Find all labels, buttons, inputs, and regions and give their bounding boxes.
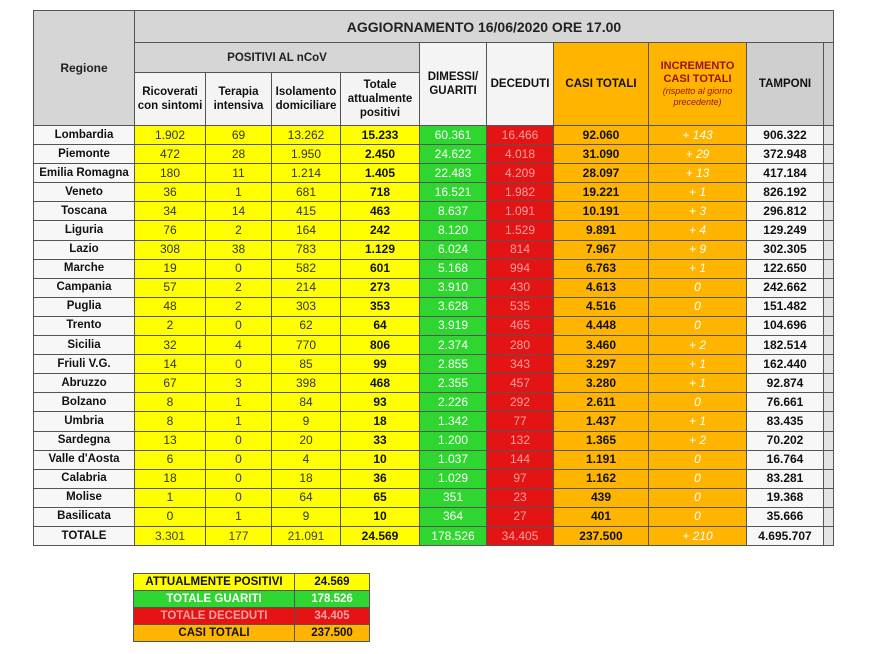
cell-region: Valle d'Aosta [34, 450, 135, 469]
cell-casi: 1.437 [554, 412, 649, 431]
summary-label: TOTALE GUARITI [134, 591, 295, 608]
cell-casi: 237.500 [554, 526, 649, 545]
table-row [34, 507, 834, 526]
cell-terapia: 28 [206, 145, 272, 164]
cell-tamponi: 162.440 [747, 355, 824, 374]
cell-casi: 6.763 [554, 259, 649, 278]
cell-cutoff [824, 507, 834, 526]
cell-totale: 99 [341, 355, 420, 374]
cell-region: Liguria [34, 221, 135, 240]
cell-cutoff [824, 469, 834, 488]
cell-isolamento: 783 [272, 240, 341, 259]
table-row [34, 145, 834, 164]
cell-dimessi: 6.024 [420, 240, 487, 259]
cell-terapia: 0 [206, 355, 272, 374]
cell-region: Lombardia [34, 126, 135, 145]
cell-ricoverati: 308 [135, 240, 206, 259]
cell-dimessi: 351 [420, 488, 487, 507]
cell-ricoverati: 3.301 [135, 526, 206, 545]
cell-dimessi: 1.342 [420, 412, 487, 431]
cell-tamponi: 417.184 [747, 164, 824, 183]
cell-region: Basilicata [34, 507, 135, 526]
cell-region: Sardegna [34, 431, 135, 450]
cell-cutoff [824, 183, 834, 202]
cell-incremento: + 4 [649, 221, 747, 240]
cell-tamponi: 129.249 [747, 221, 824, 240]
cell-isolamento: 582 [272, 259, 341, 278]
cell-deceduti: 1.982 [487, 183, 554, 202]
cell-deceduti: 1.091 [487, 202, 554, 221]
cell-region: Toscana [34, 202, 135, 221]
cell-totale: 33 [341, 431, 420, 450]
summary-row [134, 625, 370, 642]
cell-cutoff [824, 488, 834, 507]
cell-tamponi: 76.661 [747, 393, 824, 412]
cell-region: Campania [34, 278, 135, 297]
cell-totale: 463 [341, 202, 420, 221]
cell-ricoverati: 19 [135, 259, 206, 278]
cell-cutoff [824, 259, 834, 278]
cell-incremento: + 3 [649, 202, 747, 221]
cell-isolamento: 84 [272, 393, 341, 412]
cell-ricoverati: 14 [135, 355, 206, 374]
cell-region: Marche [34, 259, 135, 278]
cell-deceduti: 292 [487, 393, 554, 412]
cell-region: Bolzano [34, 393, 135, 412]
cell-terapia: 0 [206, 316, 272, 335]
cell-totale: 806 [341, 336, 420, 355]
summary-value: 34.405 [295, 608, 370, 625]
cell-casi: 7.967 [554, 240, 649, 259]
cell-terapia: 14 [206, 202, 272, 221]
cell-isolamento: 164 [272, 221, 341, 240]
total-row [34, 526, 834, 545]
table-row [34, 259, 834, 278]
cell-tamponi: 906.322 [747, 126, 824, 145]
cell-isolamento: 1.214 [272, 164, 341, 183]
cell-casi: 1.365 [554, 431, 649, 450]
summary-value: 178.526 [295, 591, 370, 608]
cell-ricoverati: 1 [135, 488, 206, 507]
header-totale-positivi: Totale attualmente positivi [341, 73, 420, 126]
header-dimessi: DIMESSI/ GUARITI [420, 43, 487, 126]
cell-totale: 24.569 [341, 526, 420, 545]
cell-incremento: 0 [649, 297, 747, 316]
cell-deceduti: 4.018 [487, 145, 554, 164]
table-row [34, 336, 834, 355]
cell-deceduti: 27 [487, 507, 554, 526]
cell-region: Veneto [34, 183, 135, 202]
cell-isolamento: 214 [272, 278, 341, 297]
cell-terapia: 11 [206, 164, 272, 183]
cell-deceduti: 132 [487, 431, 554, 450]
cell-deceduti: 343 [487, 355, 554, 374]
table-row [34, 488, 834, 507]
cell-tamponi: 826.192 [747, 183, 824, 202]
cell-deceduti: 97 [487, 469, 554, 488]
cell-dimessi: 2.226 [420, 393, 487, 412]
cell-totale: 36 [341, 469, 420, 488]
cell-totale: 718 [341, 183, 420, 202]
cell-incremento: + 1 [649, 183, 747, 202]
cell-terapia: 0 [206, 259, 272, 278]
cell-casi: 4.448 [554, 316, 649, 335]
cell-tamponi: 35.666 [747, 507, 824, 526]
cell-ricoverati: 34 [135, 202, 206, 221]
cell-region: Sicilia [34, 336, 135, 355]
cell-dimessi: 60.361 [420, 126, 487, 145]
cell-casi: 401 [554, 507, 649, 526]
cell-isolamento: 20 [272, 431, 341, 450]
cell-isolamento: 18 [272, 469, 341, 488]
cell-terapia: 1 [206, 412, 272, 431]
cell-terapia: 0 [206, 488, 272, 507]
cell-ricoverati: 472 [135, 145, 206, 164]
cell-cutoff [824, 431, 834, 450]
cell-tamponi: 4.695.707 [747, 526, 824, 545]
cell-region: Lazio [34, 240, 135, 259]
cell-isolamento: 21.091 [272, 526, 341, 545]
header-casi-totali: CASI TOTALI [554, 43, 649, 126]
cell-incremento: 0 [649, 507, 747, 526]
cell-cutoff [824, 145, 834, 164]
cell-incremento: + 13 [649, 164, 747, 183]
cell-dimessi: 22.483 [420, 164, 487, 183]
cell-cutoff [824, 393, 834, 412]
cell-dimessi: 3.919 [420, 316, 487, 335]
cell-dimessi: 1.037 [420, 450, 487, 469]
header-ricoverati: Ricoverati con sintomi [135, 73, 206, 126]
table-row [34, 374, 834, 393]
cell-isolamento: 398 [272, 374, 341, 393]
cell-ricoverati: 48 [135, 297, 206, 316]
cell-deceduti: 144 [487, 450, 554, 469]
cell-totale: 10 [341, 450, 420, 469]
cell-ricoverati: 18 [135, 469, 206, 488]
header-incremento-label: INCREMENTO CASI TOTALI [660, 60, 735, 85]
table-row [34, 355, 834, 374]
cell-dimessi: 5.168 [420, 259, 487, 278]
cell-region: Friuli V.G. [34, 355, 135, 374]
cell-isolamento: 1.950 [272, 145, 341, 164]
cell-dimessi: 3.628 [420, 297, 487, 316]
cell-terapia: 0 [206, 431, 272, 450]
cell-isolamento: 4 [272, 450, 341, 469]
cell-dimessi: 1.029 [420, 469, 487, 488]
cell-totale: 273 [341, 278, 420, 297]
cell-casi: 1.191 [554, 450, 649, 469]
cell-dimessi: 364 [420, 507, 487, 526]
cell-incremento: + 1 [649, 374, 747, 393]
cell-terapia: 1 [206, 393, 272, 412]
header-incremento [649, 43, 747, 126]
table-row [34, 316, 834, 335]
cell-ricoverati: 180 [135, 164, 206, 183]
cell-dimessi: 1.200 [420, 431, 487, 450]
table-row [34, 202, 834, 221]
cell-totale: 64 [341, 316, 420, 335]
cell-ricoverati: 67 [135, 374, 206, 393]
cell-casi: 10.191 [554, 202, 649, 221]
cell-isolamento: 9 [272, 507, 341, 526]
cell-incremento: + 1 [649, 259, 747, 278]
cell-dimessi: 8.637 [420, 202, 487, 221]
cell-ricoverati: 57 [135, 278, 206, 297]
cell-incremento: + 210 [649, 526, 747, 545]
cell-deceduti: 280 [487, 336, 554, 355]
cell-dimessi: 2.855 [420, 355, 487, 374]
table-row [34, 278, 834, 297]
cell-incremento: + 1 [649, 355, 747, 374]
header-terapia: Terapia intensiva [206, 73, 272, 126]
cell-isolamento: 64 [272, 488, 341, 507]
table-row [34, 183, 834, 202]
cell-tamponi: 92.874 [747, 374, 824, 393]
cell-incremento: + 9 [649, 240, 747, 259]
cell-isolamento: 415 [272, 202, 341, 221]
cell-tamponi: 83.435 [747, 412, 824, 431]
cell-terapia: 2 [206, 221, 272, 240]
cell-casi: 3.297 [554, 355, 649, 374]
summary-label: CASI TOTALI [134, 625, 295, 642]
cell-tamponi: 242.662 [747, 278, 824, 297]
summary-label: TOTALE DECEDUTI [134, 608, 295, 625]
table-row [34, 431, 834, 450]
cell-tamponi: 70.202 [747, 431, 824, 450]
cell-ricoverati: 13 [135, 431, 206, 450]
header-isolamento: Isolamento domiciliare [272, 73, 341, 126]
cell-ricoverati: 76 [135, 221, 206, 240]
cell-region: Umbria [34, 412, 135, 431]
cell-region: Molise [34, 488, 135, 507]
cell-tamponi: 182.514 [747, 336, 824, 355]
cell-tamponi: 83.281 [747, 469, 824, 488]
cell-cutoff [824, 126, 834, 145]
cell-incremento: + 29 [649, 145, 747, 164]
cell-totale: 468 [341, 374, 420, 393]
cell-terapia: 69 [206, 126, 272, 145]
cell-totale: 65 [341, 488, 420, 507]
cell-region: Puglia [34, 297, 135, 316]
cell-isolamento: 62 [272, 316, 341, 335]
cell-dimessi: 3.910 [420, 278, 487, 297]
cell-isolamento: 770 [272, 336, 341, 355]
header-cutoff [824, 43, 834, 126]
cell-cutoff [824, 526, 834, 545]
cell-cutoff [824, 297, 834, 316]
cell-incremento: 0 [649, 316, 747, 335]
cell-tamponi: 104.696 [747, 316, 824, 335]
cell-isolamento: 681 [272, 183, 341, 202]
cell-totale: 10 [341, 507, 420, 526]
table-row [34, 221, 834, 240]
cell-dimessi: 2.355 [420, 374, 487, 393]
summary-row [134, 591, 370, 608]
cell-ricoverati: 8 [135, 412, 206, 431]
summary-value: 24.569 [295, 574, 370, 591]
cell-ricoverati: 8 [135, 393, 206, 412]
cell-isolamento: 9 [272, 412, 341, 431]
cell-totale: 93 [341, 393, 420, 412]
cell-dimessi: 2.374 [420, 336, 487, 355]
cell-tamponi: 151.482 [747, 297, 824, 316]
cell-deceduti: 23 [487, 488, 554, 507]
cell-dimessi: 178.526 [420, 526, 487, 545]
cell-casi: 3.280 [554, 374, 649, 393]
cell-dimessi: 16.521 [420, 183, 487, 202]
cell-incremento: 0 [649, 393, 747, 412]
cell-casi: 9.891 [554, 221, 649, 240]
cell-terapia: 2 [206, 278, 272, 297]
cell-region: Piemonte [34, 145, 135, 164]
cell-tamponi: 302.305 [747, 240, 824, 259]
cell-ricoverati: 32 [135, 336, 206, 355]
cell-casi: 28.097 [554, 164, 649, 183]
cell-totale: 15.233 [341, 126, 420, 145]
cell-totale: 353 [341, 297, 420, 316]
cell-totale: 242 [341, 221, 420, 240]
cell-deceduti: 34.405 [487, 526, 554, 545]
cell-ricoverati: 6 [135, 450, 206, 469]
cell-terapia: 4 [206, 336, 272, 355]
cell-deceduti: 430 [487, 278, 554, 297]
table-row [34, 126, 834, 145]
covid-data-table [33, 10, 834, 546]
summary-row [134, 608, 370, 625]
cell-region: TOTALE [34, 526, 135, 545]
cell-casi: 2.611 [554, 393, 649, 412]
cell-cutoff [824, 450, 834, 469]
cell-deceduti: 465 [487, 316, 554, 335]
cell-deceduti: 457 [487, 374, 554, 393]
cell-dimessi: 24.622 [420, 145, 487, 164]
cell-incremento: 0 [649, 469, 747, 488]
table-row [34, 240, 834, 259]
cell-terapia: 38 [206, 240, 272, 259]
cell-cutoff [824, 355, 834, 374]
cell-deceduti: 535 [487, 297, 554, 316]
cell-cutoff [824, 374, 834, 393]
cell-cutoff [824, 316, 834, 335]
cell-terapia: 177 [206, 526, 272, 545]
cell-region: Calabria [34, 469, 135, 488]
cell-terapia: 2 [206, 297, 272, 316]
summary-row [134, 574, 370, 591]
cell-casi: 31.090 [554, 145, 649, 164]
summary-label: ATTUALMENTE POSITIVI [134, 574, 295, 591]
cell-tamponi: 16.764 [747, 450, 824, 469]
cell-dimessi: 8.120 [420, 221, 487, 240]
cell-incremento: + 2 [649, 431, 747, 450]
cell-cutoff [824, 278, 834, 297]
cell-cutoff [824, 202, 834, 221]
cell-casi: 92.060 [554, 126, 649, 145]
cell-region: Emilia Romagna [34, 164, 135, 183]
cell-terapia: 1 [206, 183, 272, 202]
cell-casi: 4.613 [554, 278, 649, 297]
table-row [34, 469, 834, 488]
cell-terapia: 0 [206, 469, 272, 488]
cell-totale: 601 [341, 259, 420, 278]
cell-ricoverati: 0 [135, 507, 206, 526]
header-deceduti: DECEDUTI [487, 43, 554, 126]
table-row [34, 297, 834, 316]
cell-region: Trento [34, 316, 135, 335]
cell-incremento: + 1 [649, 412, 747, 431]
cell-incremento: + 2 [649, 336, 747, 355]
table-body [34, 126, 834, 546]
cell-isolamento: 13.262 [272, 126, 341, 145]
table-row [34, 164, 834, 183]
cell-cutoff [824, 164, 834, 183]
cell-casi: 3.460 [554, 336, 649, 355]
cell-isolamento: 85 [272, 355, 341, 374]
cell-incremento: 0 [649, 278, 747, 297]
cell-cutoff [824, 336, 834, 355]
cell-casi: 1.162 [554, 469, 649, 488]
summary-table [133, 573, 370, 642]
cell-ricoverati: 1.902 [135, 126, 206, 145]
header-region: Regione [34, 11, 135, 126]
header-tamponi: TAMPONI [747, 43, 824, 126]
cell-ricoverati: 2 [135, 316, 206, 335]
table-row [34, 450, 834, 469]
header-positive-group: POSITIVI AL nCoV [135, 43, 420, 73]
cell-tamponi: 19.368 [747, 488, 824, 507]
header-incremento-note: (rispetto al giorno precedente) [662, 86, 733, 107]
cell-totale: 18 [341, 412, 420, 431]
cell-casi: 4.516 [554, 297, 649, 316]
table-row [34, 393, 834, 412]
cell-casi: 439 [554, 488, 649, 507]
cell-casi: 19.221 [554, 183, 649, 202]
summary-value: 237.500 [295, 625, 370, 642]
cell-region: Abruzzo [34, 374, 135, 393]
cell-deceduti: 4.209 [487, 164, 554, 183]
cell-incremento: 0 [649, 450, 747, 469]
cell-ricoverati: 36 [135, 183, 206, 202]
cell-deceduti: 1.529 [487, 221, 554, 240]
cell-totale: 2.450 [341, 145, 420, 164]
cell-isolamento: 303 [272, 297, 341, 316]
cell-totale: 1.405 [341, 164, 420, 183]
cell-cutoff [824, 240, 834, 259]
cell-deceduti: 814 [487, 240, 554, 259]
cell-tamponi: 122.650 [747, 259, 824, 278]
cell-deceduti: 16.466 [487, 126, 554, 145]
cell-tamponi: 372.948 [747, 145, 824, 164]
cell-terapia: 1 [206, 507, 272, 526]
cell-incremento: + 143 [649, 126, 747, 145]
cell-terapia: 0 [206, 450, 272, 469]
cell-terapia: 3 [206, 374, 272, 393]
cell-cutoff [824, 412, 834, 431]
update-title: AGGIORNAMENTO 16/06/2020 ORE 17.00 [135, 11, 834, 43]
cell-deceduti: 994 [487, 259, 554, 278]
cell-totale: 1.129 [341, 240, 420, 259]
cell-cutoff [824, 221, 834, 240]
cell-incremento: 0 [649, 488, 747, 507]
table-row [34, 412, 834, 431]
cell-deceduti: 77 [487, 412, 554, 431]
cell-tamponi: 296.812 [747, 202, 824, 221]
